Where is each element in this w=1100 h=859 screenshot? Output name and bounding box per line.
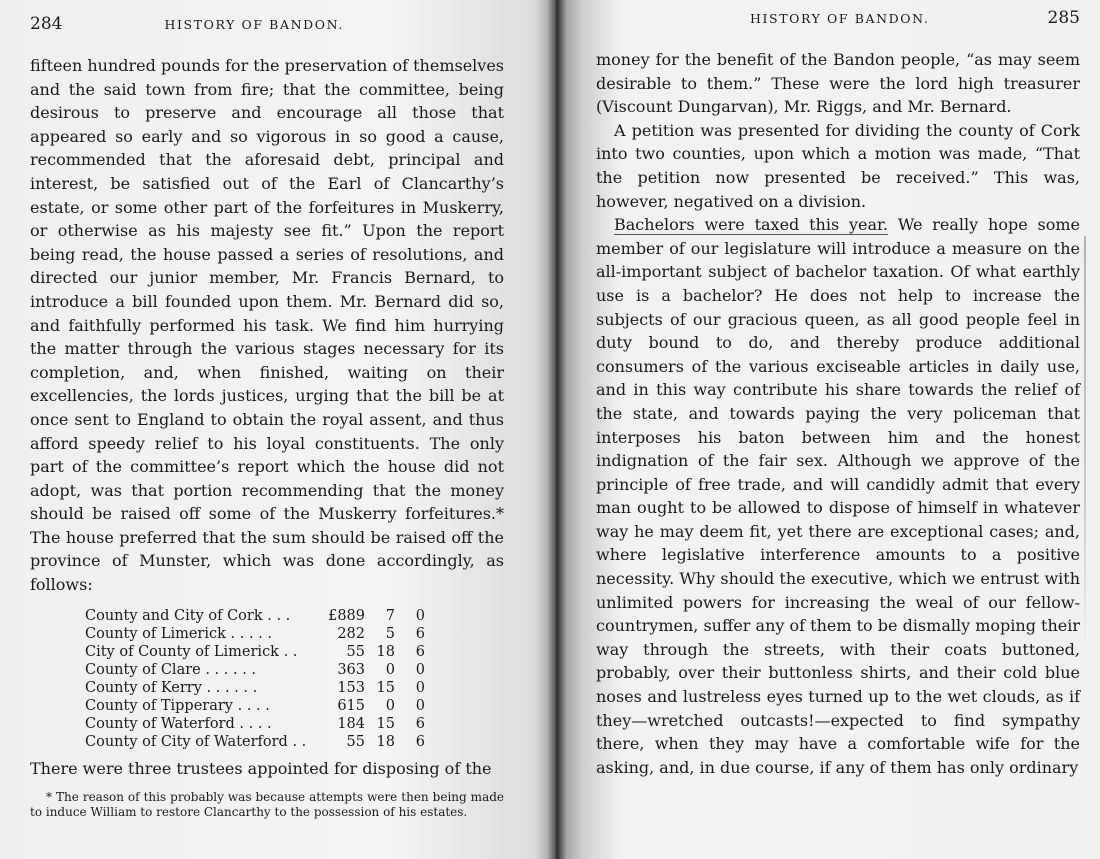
table-row [85, 625, 425, 643]
table-cell-pence: 0 [415, 607, 425, 624]
table-cell-shillings: 5 [385, 625, 395, 642]
right-running-head [596, 8, 1080, 48]
table-cell-pounds: 55 [346, 733, 365, 750]
table-cell-place: County of Kerry . . . . . . [85, 679, 258, 696]
table-cell-place: County and City of Cork . . . [85, 607, 291, 624]
right-page-number: 285 [1047, 8, 1080, 28]
table-cell-pounds: 615 [337, 697, 365, 714]
table-cell-place: County of Limerick . . . . . [85, 625, 272, 642]
right-page [556, 0, 1100, 859]
book-gutter [546, 0, 566, 859]
right-paragraph-3-rest: We really hope some member of our legislature will introduce a measure on the all-important subject of bachelor taxation. Of what earthly use is a bachelor? He does not help to increase the subjects of our gracious queen, as all good people feel in duty bound to do, and thereby produce additional consumers of the various exciseable articles in daily use, and in this way contribute his share towards the relief of the state, and towards paying the very policeman that interposes his baton between him and the honest indignation of the fair sex. Although we approve of the principle of free trade, and will candidly admit that every man ought to be allowed to dispose of himself in whatever way he may deem fit, yet there are exceptional cases; and, where legislative interference amounts to a positive necessity. Why should the executive, which we entrust with unlimited powers for increasing the weal of our fellow-countrymen, suffer any of them to be dismally moping their way through the streets, with their coats buttoned, probably, over their buttonless shirts, and their cold blue noses and lustreless eyes turned up to the wet clouds, as if they—wretched outcasts!—expected to find sympathy there, when they may have a comfortable wife for the asking, and, in due course, if any of them has only ordinary [596, 215, 1080, 777]
right-paragraph-3 [596, 213, 1080, 779]
table-cell-pounds: 153 [337, 679, 365, 696]
table-cell-pence: 0 [415, 697, 425, 714]
left-running-head [30, 14, 504, 54]
table-row [85, 679, 425, 697]
table-cell-pence: 6 [415, 715, 425, 732]
table-cell-shillings: 18 [376, 733, 395, 750]
right-running-title: HISTORY OF BANDON. [750, 11, 930, 26]
table-cell-pounds: 363 [337, 661, 365, 678]
table-cell-pounds: 282 [337, 625, 365, 642]
table-cell-shillings: 7 [385, 607, 395, 624]
right-paragraph-1: money for the benefit of the Bandon people, “as may seem desirable to them.” These were the lord high treasurer (Viscount Dungarvan), Mr. Riggs, and Mr. Bernard. [596, 50, 1080, 117]
table-cell-shillings: 15 [376, 679, 395, 696]
table-row [85, 697, 425, 715]
left-running-title: HISTORY OF BANDON. [164, 17, 344, 32]
table-row [85, 607, 425, 625]
assessment-table [85, 607, 425, 751]
table-cell-pence: 6 [415, 733, 425, 750]
table-cell-pence: 0 [415, 679, 425, 696]
table-row [85, 643, 425, 661]
table-row [85, 661, 425, 679]
pencil-margin-mark [1084, 236, 1086, 656]
table-cell-pence: 6 [415, 643, 425, 660]
left-body-text [30, 54, 504, 597]
table-cell-place: City of County of Limerick . . [85, 643, 298, 660]
table-cell-pence: 0 [415, 661, 425, 678]
table-cell-pounds: 55 [346, 643, 365, 660]
right-body-text [596, 48, 1080, 779]
table-cell-place: County of City of Waterford . . [85, 733, 307, 750]
table-cell-pounds: £889 [328, 607, 365, 624]
table-cell-shillings: 0 [385, 661, 395, 678]
right-paragraph-2: A petition was presented for dividing the county of Cork into two counties, upon which a motion was made, “That the petition now presented be received.” This was, however, negatived on a division. [596, 120, 1080, 211]
table-cell-place: County of Waterford . . . . [85, 715, 272, 732]
table-cell-place: County of Tipperary . . . . [85, 697, 270, 714]
left-page-number: 284 [30, 14, 63, 34]
table-cell-shillings: 15 [376, 715, 395, 732]
table-cell-shillings: 18 [376, 643, 395, 660]
left-footnote: * The reason of this probably was because attempts were then being made to induce William to restore Clancarthy to the possession of his estates. [30, 789, 504, 819]
table-cell-place: County of Clare . . . . . . [85, 661, 257, 678]
left-closing-line: There were three trustees appointed for disposing of the [30, 758, 492, 778]
table-cell-pence: 6 [415, 625, 425, 642]
underlined-sentence: Bachelors were taxed this year. [614, 215, 889, 235]
table-row [85, 733, 425, 751]
table-cell-shillings: 0 [385, 697, 395, 714]
left-paragraph: fifteen hundred pounds for the preservation of themselves and the said town from fire; that the committee, being desirous to preserve and encourage all those that appeared so early and so vigorous in so good a cause, recommended that the aforesaid debt, principal and interest, be satisfied out of the Earl of Clancarthy’s estate, or some other part of the forfeitures in Muskerry, or otherwise as his majesty see fit.” Upon the report being read, the house passed a series of resolutions, and directed our junior member, Mr. Francis Bernard, to introduce a bill founded upon them. Mr. Bernard did so, and faithfully performed his task. We find him hurrying the matter through the various stages necessary for its completion, and, when finished, waiting on their excellencies, the lords justices, urging that the bill be at once sent to England to obtain the royal assent, and thus afford speedy relief to his loyal constituents. The only part of the committee’s report which the house did not adopt, was that portion recommending that the money should be raised off some of the Muskerry forfeitures.* The house preferred that the sum should be raised off the province of Munster, which was done accordingly, as follows: [30, 56, 504, 595]
table-cell-pounds: 184 [337, 715, 365, 732]
table-row [85, 715, 425, 733]
